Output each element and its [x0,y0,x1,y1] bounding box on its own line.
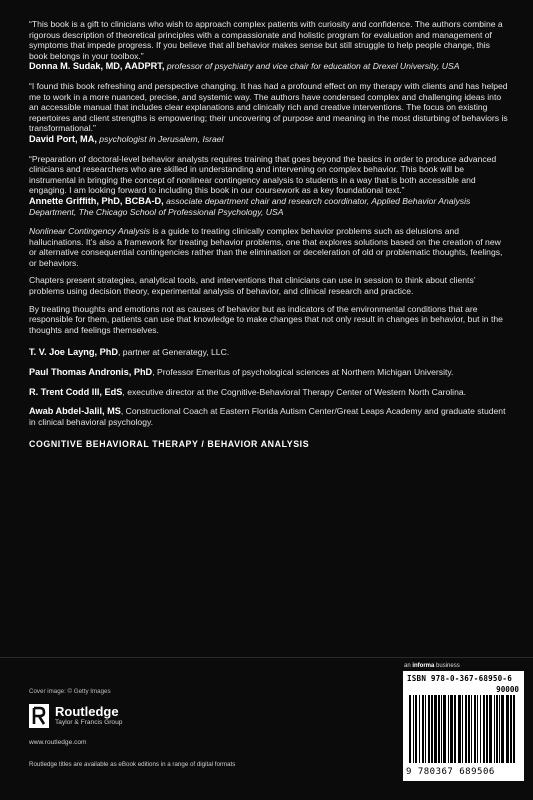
author-name: T. V. Joe Layng, PhD [29,347,119,358]
author-entry [29,406,509,427]
subject-category: COGNITIVE BEHAVIORAL THERAPY / BEHAVIOR ANALYSIS [29,439,310,450]
endorsement-text: “This book is a gift to clinicians who wish to approach complex patients with curiosity and confidence. The authors combine a rigorous description of theoretical principles with a compassionate and holistic program for evaluation and management of symptoms that impede progress. If you believe that all behavior makes sense but still struggle to help people change, this book belongs in your toolbox.” [29,19,503,61]
author-entry [29,367,509,378]
author-entry [29,387,509,398]
author-bio: , partner at Generategy, LLC. [118,347,230,358]
endorser-role: professor of psychiatry and vice chair for education at Drexel University, USA [164,61,460,72]
informa-tagline: an informa business [404,663,460,669]
author-name: R. Trent Codd III, EdS [29,386,123,397]
endorsement-text: “I found this book refreshing and perspective changing. It has had a profound effect on my therapy with clients and has helped me to work in a more nuanced, precise, and systemic way. The authors have condensed complex and challenging ideas into an accessible manual that includes clear explanations and clinically rich and creative interventions. The focus on existing repertoires and client strengths is empowering; their uncovering of purpose and meaning in the most disturbing of behaviors is transformational.” [29,80,508,134]
publisher-url[interactable]: www.routledge.com [29,739,87,746]
price-code: 90000 [496,685,519,694]
description-paragraph: Nonlinear Contingency Analysis is a guide to treating clinically complex behavior problems such as delusions and hallucinations. It’s also a framework for treating behavior problems, one that explores solutions based on the creation of new or alternative consequential contingencies rather than the elimination or deceleration of old or problematic thoughts, feelings, or behaviors. [29,226,503,268]
publisher-group: Taylor & Francis Group [55,719,123,726]
endorsement-text: “Preparation of doctoral-level behavior analysts requires training that goes beyond the basics in order to produce advanced clinicians and researchers who are skilled in understanding and intervening on complex behavior. This book will be instrumental in bringing the concept of nonlinear contingency analysis to students in a way that is both accessible and engaging. I am looking forward to including this book in our coursework as a key foundational text.” [29,153,497,196]
endorser-name: Annette Griffith, PhD, BCBA-D, [29,195,164,206]
author-bio: , Professor Emeritus of psychological sciences at Northern Michigan University. [152,367,454,378]
endorser-name: David Port, MA, [29,133,97,144]
publisher-block [29,704,122,728]
description-paragraph: By treating thoughts and emotions not as causes of behavior but as indicators of the environmental conditions that are responsible for them, patients can use that knowledge to make changes that not only result in changes in behavior, but in the thoughts and feelings themselves. [29,303,503,335]
author-bio: , executive director at the Cognitive-Behavioral Therapy Center of Western North Carolina. [122,386,467,397]
description-paragraph: Chapters present strategies, analytical tools, and interventions that clinicians can use in session to think about clients’ problems using decision theory, experimental analysis of behavior, and clinical research and practice. [29,275,476,297]
isbn-text: ISBN 978-0-367-68950-6 [407,674,512,683]
barcode-bars [407,695,520,765]
author-list [29,347,509,427]
endorsement-2 [29,81,509,145]
ean-digits: 9 780367 689506 [406,767,495,777]
author-bio: , Constructional Coach at Eastern Florida Autism Center/Great Leaps Academy and graduate student in clinical behavioral psychology. [29,406,506,427]
endorsement-3 [29,154,509,218]
publisher-name: Routledge [55,704,119,719]
endorsement-1 [29,19,509,72]
book-description [29,226,509,335]
endorser-role: associate department chair and research coordinator, Applied Behavior Analysis Department, The Chicago School of Professional Psychology, USA [29,195,471,217]
barcode-label [403,671,524,781]
routledge-logo-icon [29,704,49,728]
author-name: Paul Thomas Andronis, PhD [29,367,153,378]
book-title: Nonlinear Contingency Analysis [29,226,151,237]
endorser-name: Donna M. Sudak, MD, AADPRT, [29,61,165,72]
author-entry [29,347,509,358]
endorser-role: psychologist in Jerusalem, Israel [96,133,224,144]
divider [0,657,533,658]
cover-image-credit: Cover image: © Getty Images [29,688,111,695]
author-name: Awab Abdel-Jalil, MS [29,406,121,417]
ebook-note: Routledge titles are available as eBook editions in a range of digital formats [29,761,236,768]
